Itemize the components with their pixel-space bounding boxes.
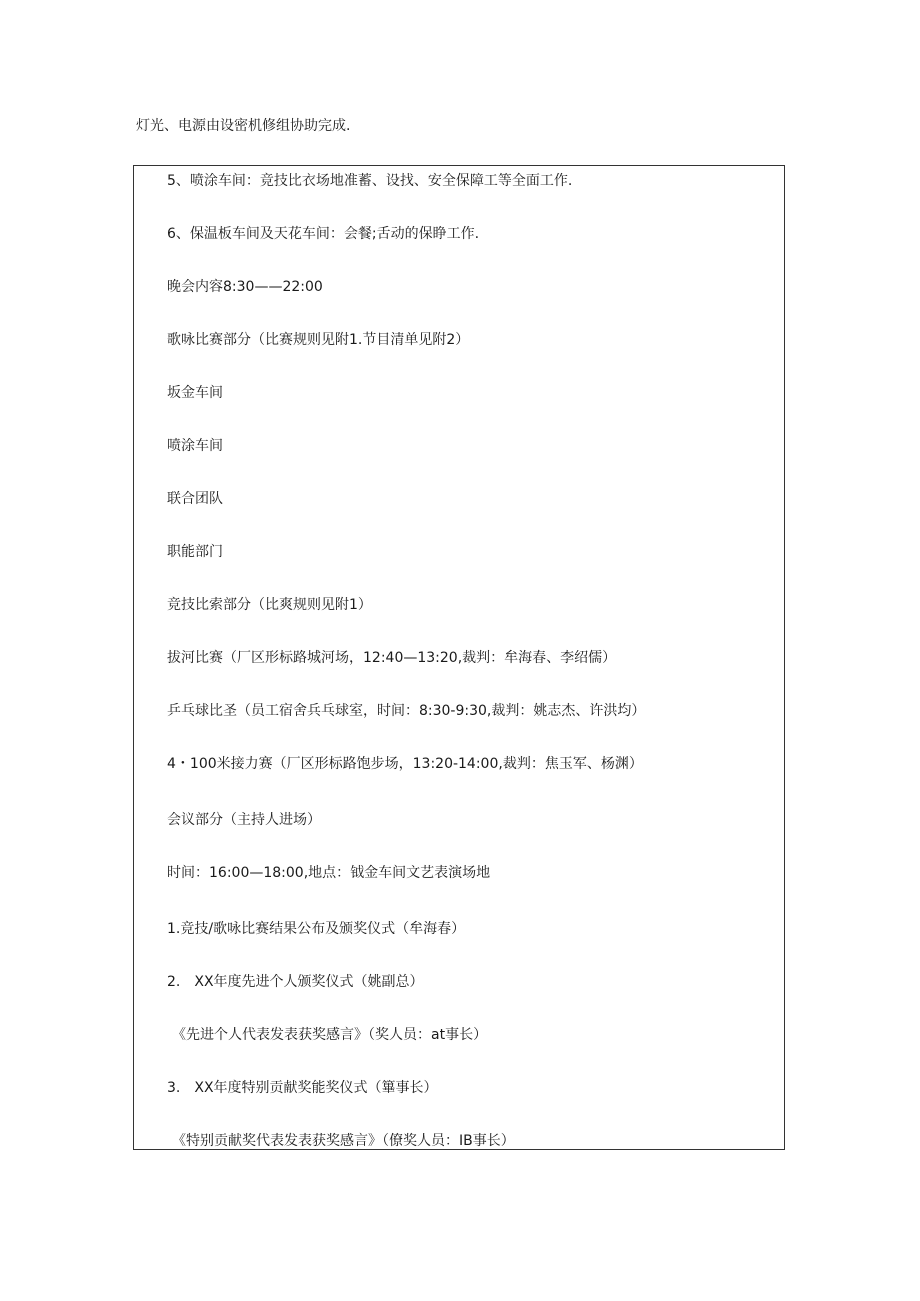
agenda-subitem-2: 《先进个人代表发表获奖感言》（奖人员：at事长） — [172, 1027, 488, 1043]
team-item: 联合团队 — [167, 491, 223, 507]
relay-race-item: 4・100米接力赛（厂区形标路饱步场，13:20-14:00,裁判：焦玉军、杨渊） — [167, 756, 643, 772]
table-tennis-item: 乒乓球比圣（员工宿舍兵乓球室，时间：8:30-9:30,裁判：姚志杰、许洪均） — [167, 703, 646, 719]
agenda-item-1: 1.竞技/歌咏比赛结果公布及颁奖仪式（牟海春） — [167, 921, 466, 937]
meeting-heading: 会议部分（主持人进场） — [167, 812, 321, 828]
workshop-duty-5: 5、喷涂车间：竞技比衣场地准蓄、设找、安全保障工等全面工作. — [167, 173, 573, 189]
workshop-duty-6: 6、保温板车间及天花车间：会餐;舌动的保睁工作. — [167, 226, 480, 242]
singing-contest-heading: 歌咏比赛部分（比赛规则见附1.节目清单见附2） — [167, 332, 470, 348]
team-item: 职能部门 — [167, 544, 223, 560]
team-item: 喷涂车间 — [167, 438, 223, 454]
agenda-item-2: 2. XX年度先进个人颁奖仪式（姚副总） — [167, 974, 424, 990]
sports-contest-heading: 竞技比索部分（比爽规则见附1） — [167, 597, 372, 613]
agenda-item-3: 3. XX年度特别贡献奖能奖仪式（篳事长） — [167, 1080, 438, 1096]
tug-of-war-item: 拔河比赛（厂区形标路城河场，12:40—13:20,裁判：牟海春、李绍儒） — [167, 650, 617, 666]
agenda-subitem-3: 《特别贡献奖代表发表获奖感言》（僚奖人员：IB事长） — [172, 1133, 515, 1149]
intro-paragraph: 灯光、电源由设密机修组协助完成. — [136, 118, 351, 134]
meeting-time-location: 时间：16:00—18:00,地点：钺金车间文艺表演场地 — [167, 865, 491, 881]
team-item: 坂金车间 — [167, 385, 223, 401]
evening-schedule-heading: 晚会内容8:30——22:00 — [167, 279, 323, 295]
